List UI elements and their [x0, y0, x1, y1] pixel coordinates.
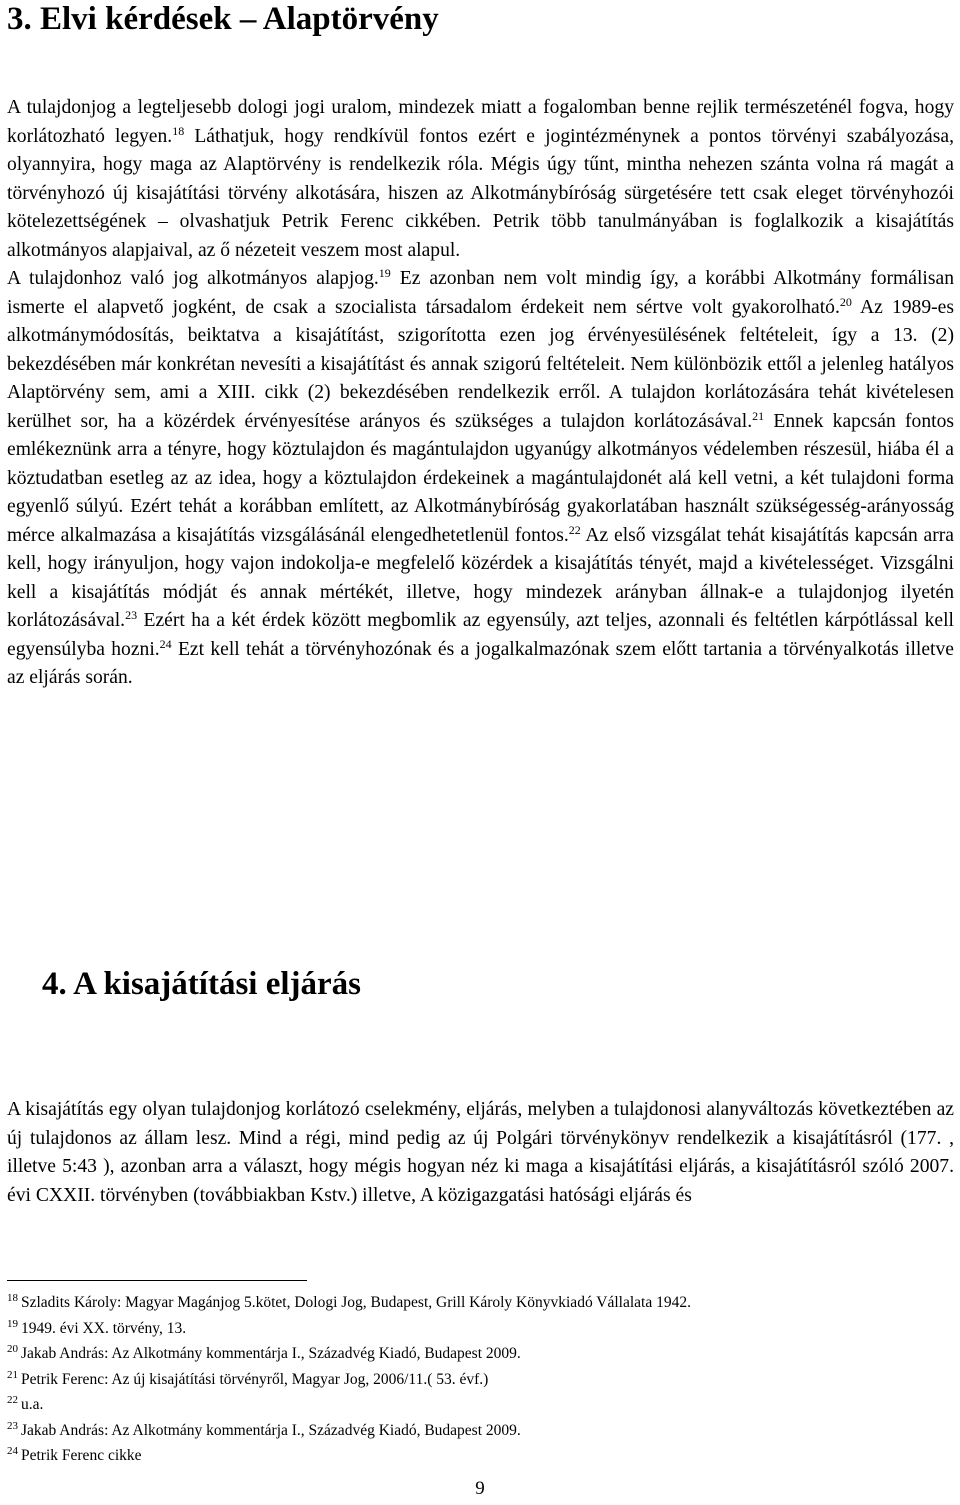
footnote-ref-20[interactable]: 20: [839, 294, 852, 309]
footnote-number: 21: [7, 1368, 18, 1381]
footnote-ref-24[interactable]: 24: [159, 636, 172, 651]
footnote-item: [7, 1443, 954, 1469]
footnote-item: [7, 1316, 954, 1342]
footnotes-list: [7, 1290, 954, 1469]
footnote-text: Jakab András: Az Alkotmány kommentárja I., Századvég Kiadó, Budapest 2009.: [21, 1421, 521, 1439]
footnote-number: 19: [7, 1317, 18, 1330]
footnote-ref-23[interactable]: 23: [125, 608, 138, 622]
footnote-number: 23: [7, 1419, 18, 1432]
footnote-item: [7, 1392, 954, 1418]
section-3-body: [7, 94, 954, 693]
footnote-ref-22[interactable]: 22: [568, 522, 581, 537]
footnote-ref-19[interactable]: 19: [378, 266, 391, 280]
footnote-text: Jakab András: Az Alkotmány kommentárja I., Századvég Kiadó, Budapest 2009.: [21, 1345, 521, 1362]
section-3-paragraph-2: A tulajdonhoz való jog alkotmányos alapjog.$^{19}$ Ez azonban nem volt mindig így, a korábbi Alkotmány formálisan ismerte el alapvető jogként, de csak a szocialista társadalom érdekeit nem sértve volt gyakorolható.$^{20}$ Az 1989-es alkotmánymódosítás, beiktatva a kisajátítást, szigorította ezen jog érvényesülésének feltételeit, így a 13. (2) bekezdésében már konkrétan nevesíti a kisajátítást és annak szigorú feltételeit. Nem különbözik ettől a jelenleg hatályos Alaptörvény sem, ami a XIII. cikk (2) bekezdésében rendelkezik erről. A tulajdon korlátozására tehát kivételesen kerülhet sor, ha a közérdek érvényesítése arányos és szükséges a tulajdon korlátozásával.$^{21}$ Ennek kapcsán fontos emlékeznünk arra a tényre, hogy köztulajdon és magántulajdon ugyanúgy alkotmányos védelemben részesül, hiába él a köztudatban esetleg az az idea, hogy a köztulajdon érdekeinek a magántulajdonét alá kell vetni, a két tulajdoni forma egyenlő súlyú. Ezért tehát a korábban említett, az Alkotmánybíróság gyakorlatában használt szükségesség-arányosság mérce alkalmazása a kisajátítás vizsgálásánál elengedhetetlenül fontos.$^{22}$ Az első vizsgálat tehát kisajátítás kapcsán arra kell, hogy irányuljon, hogy vajon indokolja-e megfelelő közérdek a kisajátítás tényét, majd a kivételességet. Vizsgálni kell a kisajátítás módját és annak mértékét, illetve, hogy mindezek arányban állnak-e a tulajdonjog ilyetén korlátozásával.$^{23}$ Ezért ha a két érdek között megbomlik az egyensúly, azt teljes, azonnali és feltétlen kárpótlással kell egyensúlyba hozni.$^{24}$ Ezt kell tehát a törvényhozónak és a jogalkalmazónak szem előtt tartania a törvényalkotás illetve az eljárás során.: [7, 266, 955, 688]
footnote-text: Petrik Ferenc cikke: [21, 1447, 142, 1464]
footnote-text: Szladits Károly: Magyar Magánjog 5.kötet, Dologi Jog, Budapest, Grill Károly Könyvkiadó Vállalata 1942.: [21, 1294, 691, 1311]
footnote-ref-18[interactable]: 18: [172, 123, 185, 138]
footnote-item: [7, 1367, 954, 1393]
footnote-divider: [7, 1280, 307, 1281]
footnote-item: [7, 1290, 954, 1316]
footnote-text: u.a.: [21, 1396, 44, 1413]
section-4-paragraph-1: A kisajátítás egy olyan tulajdonjog korlátozó cselekmény, eljárás, melyben a tulajdonosi alanyváltozás következtében az új tulajdonos az állam lesz. Mind a régi, mind pedig az új Polgári törvénykönyv rendelkezik a kisajátításról (177. , illetve 5:43 ), azonban arra a választ, hogy mégis hogyan néz ki maga a kisajátítási eljárás, a kisajátításról szóló 2007. évi CXXII. törvényben (továbbiakban Kstv.) illetve, A közigazgatási hatósági eljárás és: [7, 1099, 954, 1206]
footnote-item: [7, 1341, 954, 1367]
footnote-text: 1949. évi XX. törvény, 13.: [21, 1319, 187, 1337]
footnote-text: Petrik Ferenc: Az új kisajátítási törvényről, Magyar Jog, 2006/11.( 53. évf.): [21, 1370, 489, 1388]
section-3-title: 3. Elvi kérdések – Alaptörvény: [7, 1, 439, 37]
page-number: 9: [475, 1478, 485, 1499]
footnote-ref-21[interactable]: 21: [752, 408, 765, 423]
footnote-number: 20: [7, 1343, 18, 1355]
section-3-paragraph-1: A tulajdonjog a legteljesebb dologi jogi uralom, mindezek miatt a fogalomban benne rejlik természeténél fogva, hogy korlátozható legyen.$^{18}$ Láthatjuk, hogy rendkívül fontos ezért e jogintézménynek a pontos törvényi szabályozása, olyannyira, hogy maga az Alaptörvény is rendelkezik róla. Mégis úgy tűnt, mintha nehezen szánta volna rá magát a törvényhozó új kisajátítási törvény alkotására, hiszen az Alkotmánybíróság sürgetésére tett csak eleget törvényhozói kötelezettségének – olvashatjuk Petrik Ferenc cikkében. Petrik több tanulmányában is foglalkozik a kisajátítás alkotmányos alapjaival, az ő nézeteit veszem most alapul.: [7, 97, 954, 261]
footnote-number: 22: [7, 1394, 18, 1406]
section-4-title: 4. A kisajátítási eljárás: [42, 966, 361, 1002]
footnote-item: [7, 1418, 954, 1444]
footnote-number: 24: [7, 1445, 18, 1457]
footnote-number: 18: [7, 1292, 18, 1304]
